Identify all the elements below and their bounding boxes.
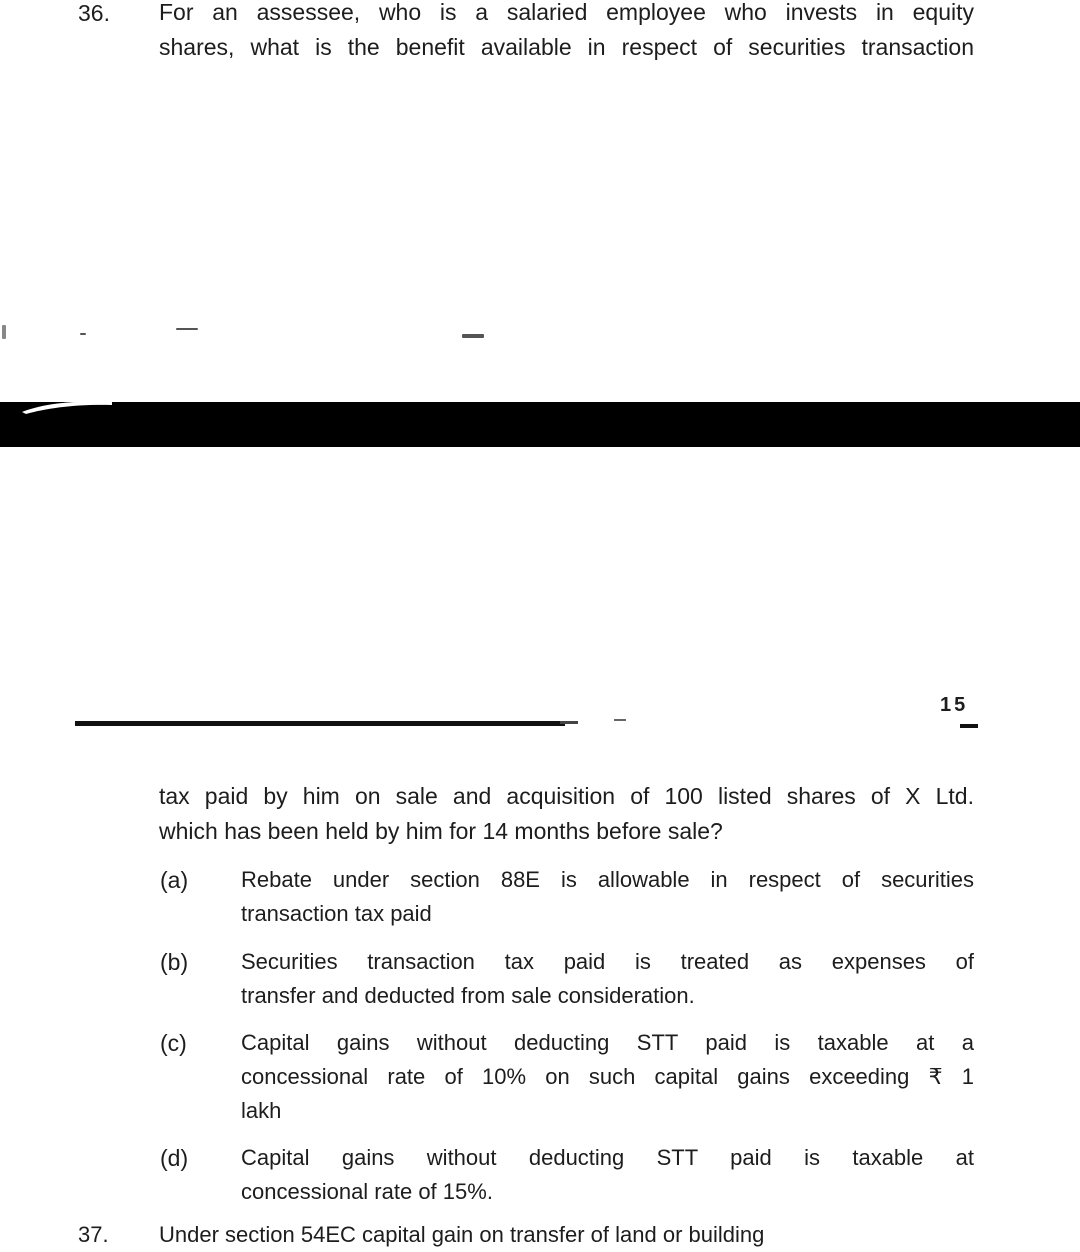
option-b-text [241,945,974,1013]
option-a-line-1: Rebate under section 88E is allowable in respect of securities [241,867,974,892]
option-c-line-2: concessional rate of 10% on such capital gains exceeding ₹ 1 [241,1064,974,1089]
question-stem-line-4: which has been held by him for 14 months before sale? [159,818,723,844]
next-question-text: Under section 54EC capital gain on transfer of land or building [159,1222,765,1247]
option-b-line-1: Securities transaction tax paid is treated as expenses of [241,949,974,974]
question-stem-line-3: tax paid by him on sale and acquisition of 100 listed shares of X Ltd. [159,783,974,809]
page-number-underline [960,724,978,728]
question-number: 36. [78,0,110,26]
option-c-text [241,1026,974,1128]
option-c-label: (c) [160,1030,187,1056]
option-d-line-2: concessional rate of 15%. [241,1179,493,1204]
option-a-line-2: transaction tax paid [241,901,432,926]
scan-smear [22,396,112,414]
question-stem-line-1: For an assessee, who is a salaried employee who invests in equity [159,0,974,25]
option-d-label: (d) [160,1145,189,1171]
scan-artifact [462,334,484,338]
footer-rule-fade [560,717,680,727]
option-c-line-1: Capital gains without deducting STT paid is taxable at a [241,1030,974,1055]
page-number: 15 [940,694,969,716]
footer-rule [75,721,565,726]
scan-artifact [176,328,198,330]
option-a-text [241,863,974,931]
scan-artifact [80,333,86,335]
option-c-line-3: lakh [241,1098,282,1123]
option-b-line-2: transfer and deducted from sale consideration. [241,983,695,1008]
option-a-label: (a) [160,867,189,893]
option-b-label: (b) [160,949,189,975]
option-d-text [241,1141,974,1209]
page-divider-band [0,402,1080,447]
question-stem-line-2: shares, what is the benefit available in respect of securities transaction [159,34,974,60]
next-question-number: 37. [78,1222,109,1247]
option-d-line-1: Capital gains without deducting STT paid is taxable at [241,1145,974,1170]
scan-artifact [2,325,6,339]
